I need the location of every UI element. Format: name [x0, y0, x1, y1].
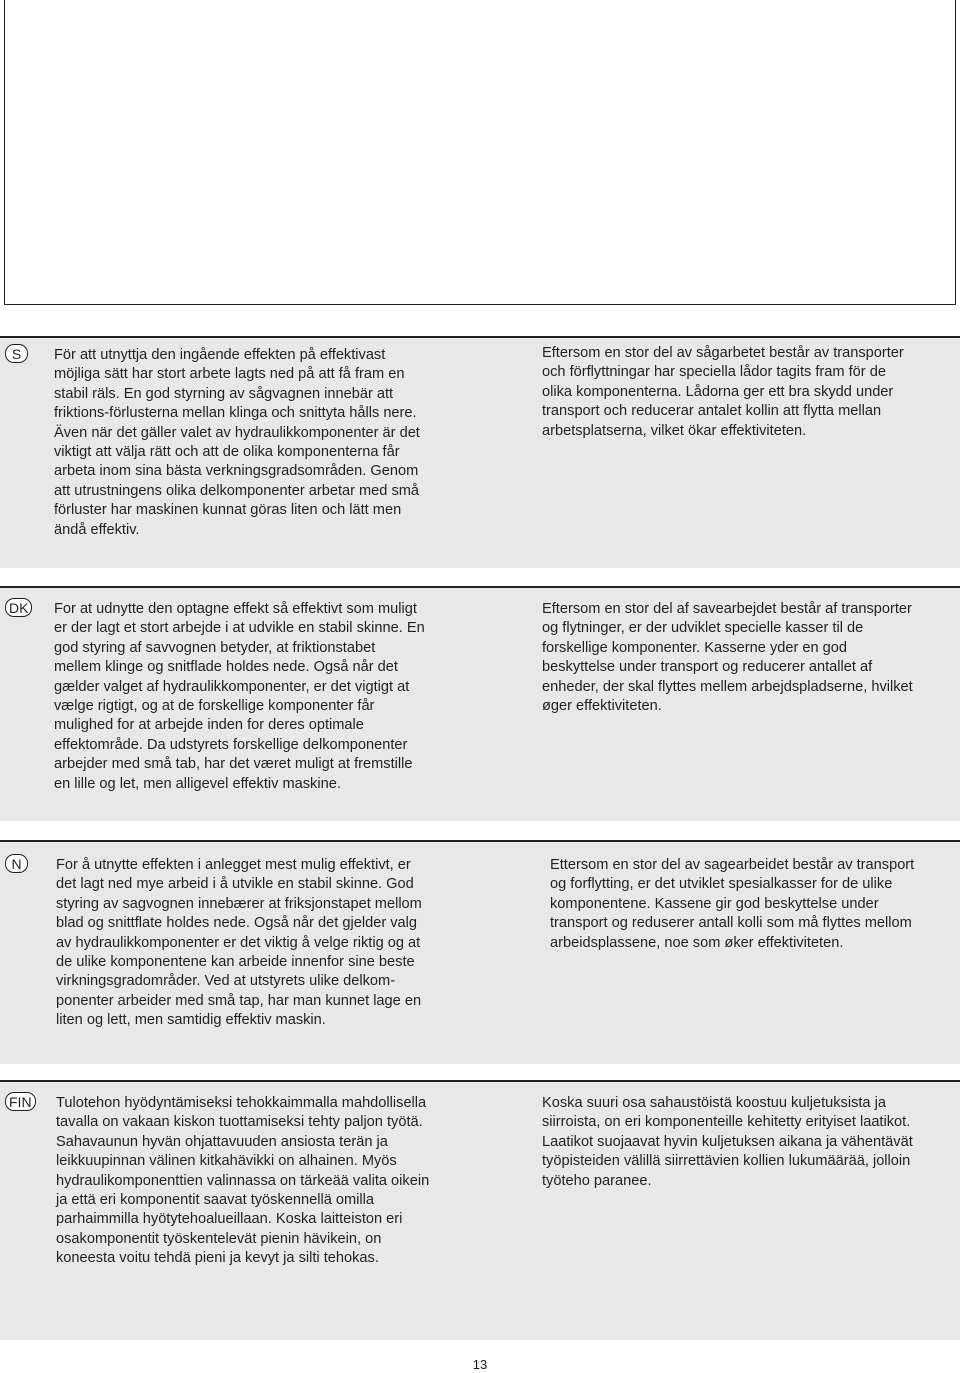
- danish-left-paragraph: For at udnytte den optagne effekt så effektivt som muligt er der lagt et stort arbejde i at udvikle en stabil skinne. En god styring af savvognen betyder, at friktionstabet mellem klinge og snitflade holdes nede. Også når det gælder valget af hydraulikkomponenter, er det vigtigt at vælge rigtigt, og at de forskellige komponenter får mulighed for at arbejde inden for deres optimale effektområde. Da udstyrets forskellige delkomponenter arbejder med små tab, har det været muligt at fremstille en lille og let, men alligevel effektiv maskine.: [54, 601, 425, 792]
- page-number: 13: [472, 1357, 488, 1372]
- norwegian-left-paragraph: For å utnytte effekten i anlegget mest mulig effektivt, er det lagt ned mye arbeid i å utvikle en stabil skinne. God styring av sagvognen innebærer at friksjonstapet mellom blad og snittflate holdes nede. Også når det gjelder valg av hydraulikkomponenter er det viktig å velge riktig og at de ulike komponentene kan arbeide innenfor sine beste virkningsgradområder. Ved at utstyrets ulike delkom- ponenter arbeider med små tap, har man kunnet lage en liten og lett, men samtidig effektiv maskin.: [56, 857, 422, 1029]
- section-finnish: [0, 1080, 960, 1340]
- section-swedish: [0, 336, 960, 568]
- language-badge-dk: DK: [5, 598, 32, 617]
- image-placeholder-frame: [4, 0, 956, 305]
- section-danish: [0, 586, 960, 821]
- language-badge-s: S: [5, 344, 28, 363]
- swedish-left-paragraph: För att utnyttja den ingående effekten på effektivast möjliga sätt har stort arbete lagts ned på att få fram en stabil räls. En god styrning av sågvagnen innebär att friktions-förlusterna mellan klinga och snittyta hålls nere. Även när det gäller valet av hydraulikkomponenter är det viktigt att välja rätt och att de olika komponenterna får arbeta inom sina bästa verkningsgradsområden. Genom att utrustningens olika delkomponenter arbetar med små förluster har maskinen kunnat göras liten och lätt men ändå effektiv.: [54, 347, 420, 538]
- danish-right-paragraph: Eftersom en stor del af savearbejdet består af transporter og flytninger, er der udviklet specielle kasser til de forskellige komponenter. Kasserne yder en god beskyttelse under transport og reducerer antallet af enheder, der skal flyttes mellem arbejdspladserne, hvilket øger effektiviteten.: [542, 601, 913, 715]
- language-badge-fin: FIN: [5, 1092, 36, 1111]
- swedish-right-paragraph: Eftersom en stor del av sågarbetet består av transporter och förflyttningar har speciella lådor tagits fram för de olika komponenterna. Lådorna ger ett bra skydd under transport och reducerar antalet kollin att flytta mellan arbetsplatserna, vilket ökar effektiviteten.: [542, 345, 904, 439]
- section-norwegian: [0, 840, 960, 1064]
- finnish-left-paragraph: Tulotehon hyödyntämiseksi tehokkaimmalla mahdollisella tavalla on vakaan kiskon tuottamiseksi tehty paljon työtä. Sahavaunun hyvän ohjattavuuden ansiosta terän ja leikkuupinnan välinen kitkahävikki on alhainen. Myös hydraulikomponenttien valinnassa on tärkeää valita oikein ja että eri komponentit saavat työskennellä omilla parhaimmilla hyötytehoalueillaan. Koska laitteiston eri osakomponentit työskentelevät pienin hävikein, on koneesta voitu tehdä pieni ja kevyt ja silti tehokas.: [56, 1095, 430, 1267]
- finnish-right-paragraph: Koska suuri osa sahaustöistä koostuu kuljetuksista ja siirroista, on eri komponenteille kehitetty erityiset laatikot. Laatikot suojaavat hyvin kuljetuksen aikana ja vähentävät työpisteiden välillä siirrettävien kollien lukumäärää, jolloin työteho paranee.: [542, 1095, 913, 1189]
- language-badge-n: N: [5, 854, 28, 873]
- norwegian-right-paragraph: Ettersom en stor del av sagearbeidet består av transport og forflytting, er det utviklet spesialkasser for de ulike komponentene. Kassene gir god beskyttelse under transport og reduserer antall kolli som må flyttes mellom arbeidsplassene, noe som øker effektiviteten.: [550, 857, 915, 951]
